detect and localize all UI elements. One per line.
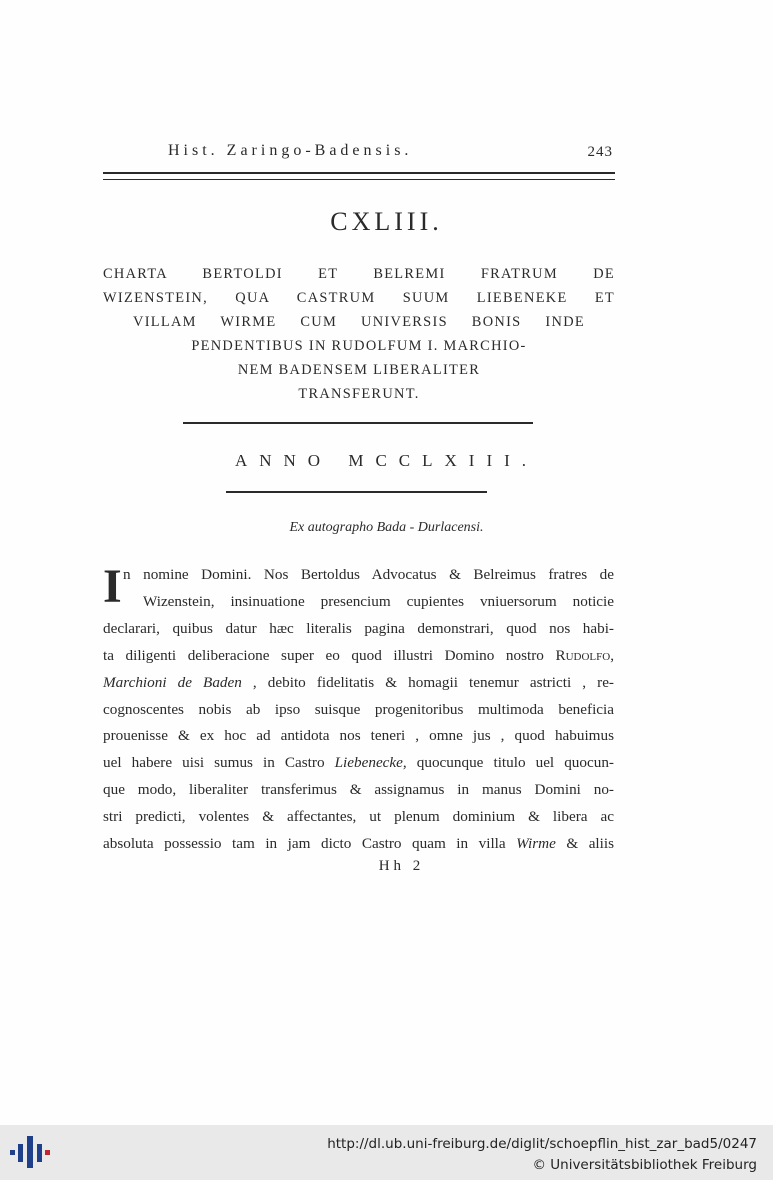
text-line <box>103 643 614 670</box>
text-segment: declarari, quibus datur hæc literalis pagina demonstrari, quod nos habi- <box>103 619 614 637</box>
text-segment: ta diligenti deliberacione super eo quod illustri Domino nostro <box>103 646 556 664</box>
heading-line: NEM BADENSEM LIBERALITER <box>237 362 481 378</box>
text-segment: Wizenstein, insinuatione presencium cupientes vniuersorum noticie <box>143 592 614 610</box>
text-segment: prouenisse & ex hoc ad antidota nos teneri , omne jus , quod habuimus <box>103 727 614 745</box>
text-line <box>103 697 614 724</box>
document-year: ANNO MCCLXIII. <box>234 451 539 470</box>
text-line <box>103 777 614 804</box>
logo-dot <box>10 1150 15 1155</box>
running-head <box>103 140 615 166</box>
text-segment: , <box>610 646 614 664</box>
name-marchioni: Marchioni de Baden <box>103 673 242 691</box>
header-rule-bottom <box>103 179 615 180</box>
heading-line: TRANSFERUNT. <box>298 386 420 402</box>
text-segment: , quocunque titulo uel quocun- <box>402 754 614 772</box>
heading-line: PENDENTIBUS IN RUDOLFUM I. MARCHIO- <box>191 338 527 354</box>
footer-bar <box>0 1125 773 1180</box>
heading-line: WIZENSTEIN, QUA CASTRUM SUUM LIEBENEKE ET <box>103 290 615 306</box>
text-line <box>103 723 614 750</box>
signature-mark: Hh 2 <box>378 858 425 874</box>
logo-bar <box>27 1136 33 1168</box>
page-number: 243 <box>587 144 613 160</box>
text-line <box>103 616 614 643</box>
logo-bar <box>37 1144 42 1162</box>
logo-bar <box>18 1144 23 1162</box>
text-segment: uel habere uisi sumus in Castro <box>103 754 335 772</box>
text-segment: absoluta possessio tam in jam dicto Castro quam in villa <box>103 835 517 853</box>
copyright-notice: © Universitätsbibliothek Freiburg <box>532 1157 757 1173</box>
text-segment: , debito fidelitatis & homagii tenemur astricti , re- <box>241 673 614 691</box>
year-divider <box>226 491 487 493</box>
text-segment: n nomine Domini. Nos Bertoldus Advocatus & Belreimus fratres de <box>123 566 614 583</box>
document-number: CXLIII. <box>330 207 443 236</box>
text-segment: stri predicti, volentes & affectantes, ut plenum dominium & libera ac <box>103 808 614 826</box>
running-title: Hist. Zaringo-Badensis. <box>168 142 413 159</box>
text-line <box>103 670 614 697</box>
text-line <box>103 562 614 589</box>
heading-divider <box>183 422 533 424</box>
charter-text <box>103 562 614 858</box>
library-logo-icon <box>10 1134 50 1170</box>
text-line <box>103 804 614 831</box>
drop-cap: I <box>103 560 122 613</box>
heading-line: VILLAM WIRME CUM UNIVERSIS BONIS INDE <box>133 314 585 330</box>
text-segment: que modo, liberaliter transferimus & assignamus in manus Domini no- <box>103 781 614 799</box>
heading-line: CHARTA BERTOLDI ET BELREMI FRATRUM DE <box>103 266 615 282</box>
source-url-link[interactable]: http://dl.ub.uni-freiburg.de/diglit/schoepflin_hist_zar_bad5/0247 <box>327 1136 757 1152</box>
document-heading <box>103 262 615 406</box>
name-liebenecke: Liebenecke <box>334 754 403 772</box>
text-line <box>103 589 614 616</box>
text-line <box>103 750 614 777</box>
logo-dot <box>45 1150 50 1155</box>
text-line <box>103 831 614 858</box>
source-note: Ex autographo Bada - Durlacensi. <box>289 520 484 535</box>
header-rule-top <box>103 172 615 174</box>
name-rudolfo: Rudolfo <box>555 646 611 664</box>
text-segment: & aliis <box>555 835 614 853</box>
name-wirme: Wirme <box>516 835 556 853</box>
text-segment: cognoscentes nobis ab ipso suisque progenitoribus multimoda beneficia <box>103 700 614 718</box>
